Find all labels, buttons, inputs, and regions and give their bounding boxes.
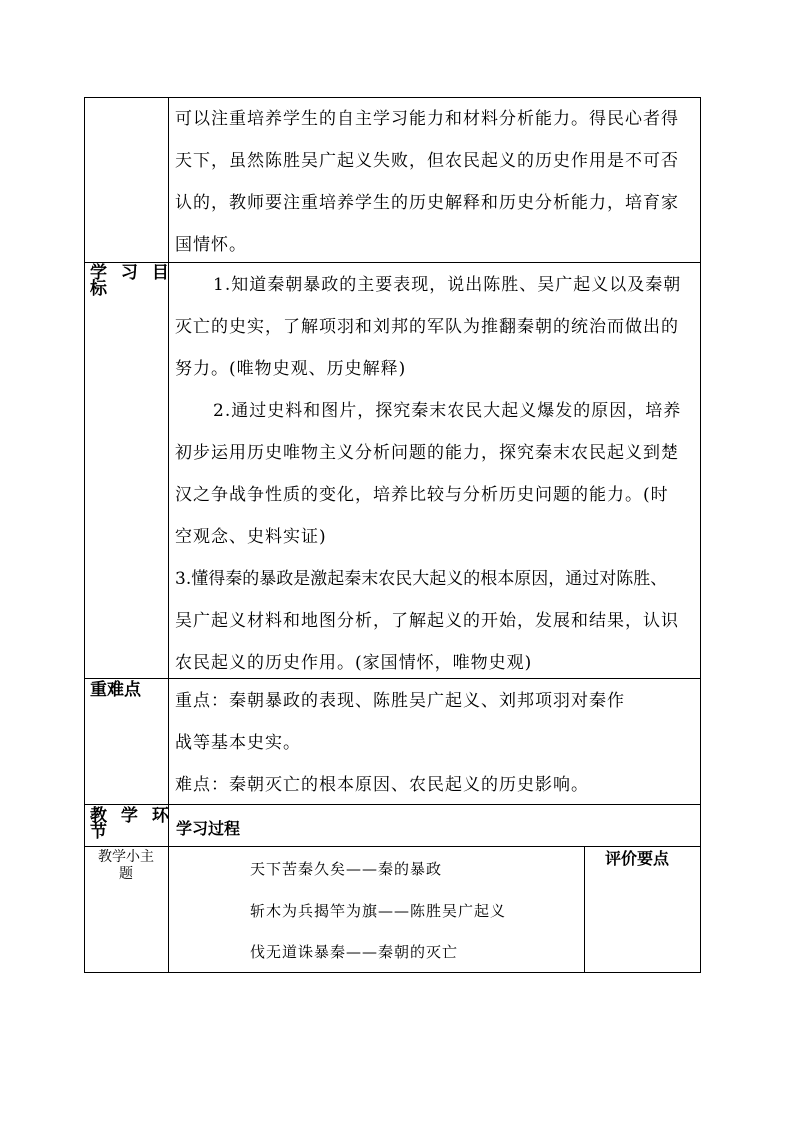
- label-column-divider: [168, 97, 169, 973]
- intro-line: 天下，虽然陈胜吴广起义失败，但农民起义的历史作用是不可否: [175, 151, 679, 171]
- table-left-border: [84, 97, 85, 973]
- key-points-text: [175, 680, 625, 806]
- objective-line: 农民起义的历史作用。(家国情怀，唯物史观): [175, 653, 533, 673]
- objective-line: 2.通过史料和图片，探究秦末农民大起义爆发的原因，培养: [213, 401, 682, 421]
- intro-line: 认的，教师要注重培养学生的历史解释和历史分析能力，培育家: [175, 193, 679, 213]
- table-right-border: [700, 97, 701, 973]
- objective-line: 吴广起义材料和地图分析，了解起义的开始，发展和结果，认识: [175, 611, 679, 631]
- objectives-text: [175, 264, 681, 684]
- table-bottom-border: [84, 972, 701, 973]
- objective-line: 空观念、史料实证): [175, 527, 327, 547]
- objective-line: 3.懂得秦的暴政是激起秦末农民大起义的根本原因，通过对陈胜、: [175, 569, 668, 589]
- subtopic-item: 天下苦秦久矣——秦的暴政: [250, 860, 443, 878]
- key-points-label: 重难点: [90, 680, 141, 700]
- subtopic-item: 伐无道诛暴秦——秦朝的灭亡: [250, 943, 459, 961]
- eval-column-divider: [584, 846, 585, 973]
- objective-line: 汉之争战争性质的变化，培养比较与分析历史问题的能力。(时: [175, 485, 669, 505]
- key-point-line: 难点：秦朝灭亡的根本原因、农民起义的历史影响。: [175, 775, 589, 795]
- key-point-line: 重点：秦朝暴政的表现、陈胜吴广起义、刘邦项羽对秦作: [175, 691, 625, 711]
- objective-line: 灭亡的史实，了解项羽和刘邦的军队为推翻秦朝的统治而做出的: [175, 317, 679, 337]
- learning-process-heading: 学习过程: [176, 819, 241, 838]
- objective-line: 努力。(唯物史观、历史解释): [175, 359, 407, 379]
- objective-line: 初步运用历史唯物主义分析问题的能力，探究秦末农民起义到楚: [175, 443, 679, 463]
- intro-text: [175, 98, 679, 266]
- objective-line: 1.知道秦朝暴政的主要表现，说出陈胜、吴广起义以及秦朝: [213, 275, 682, 295]
- subtopic-item: 斩木为兵揭竿为旗——陈胜吴广起义: [250, 902, 507, 920]
- intro-line: 可以注重培养学生的自主学习能力和材料分析能力。得民心者得: [175, 109, 679, 129]
- evaluation-points-label: 评价要点: [605, 849, 670, 868]
- intro-line: 国情怀。: [175, 235, 247, 255]
- subtopics-label: 教学小主 题: [98, 849, 154, 882]
- teaching-step-label: 教 学 环 节: [90, 806, 173, 842]
- key-point-line: 战等基本史实。: [175, 733, 301, 753]
- objectives-label: 学 习 目 标: [90, 263, 173, 299]
